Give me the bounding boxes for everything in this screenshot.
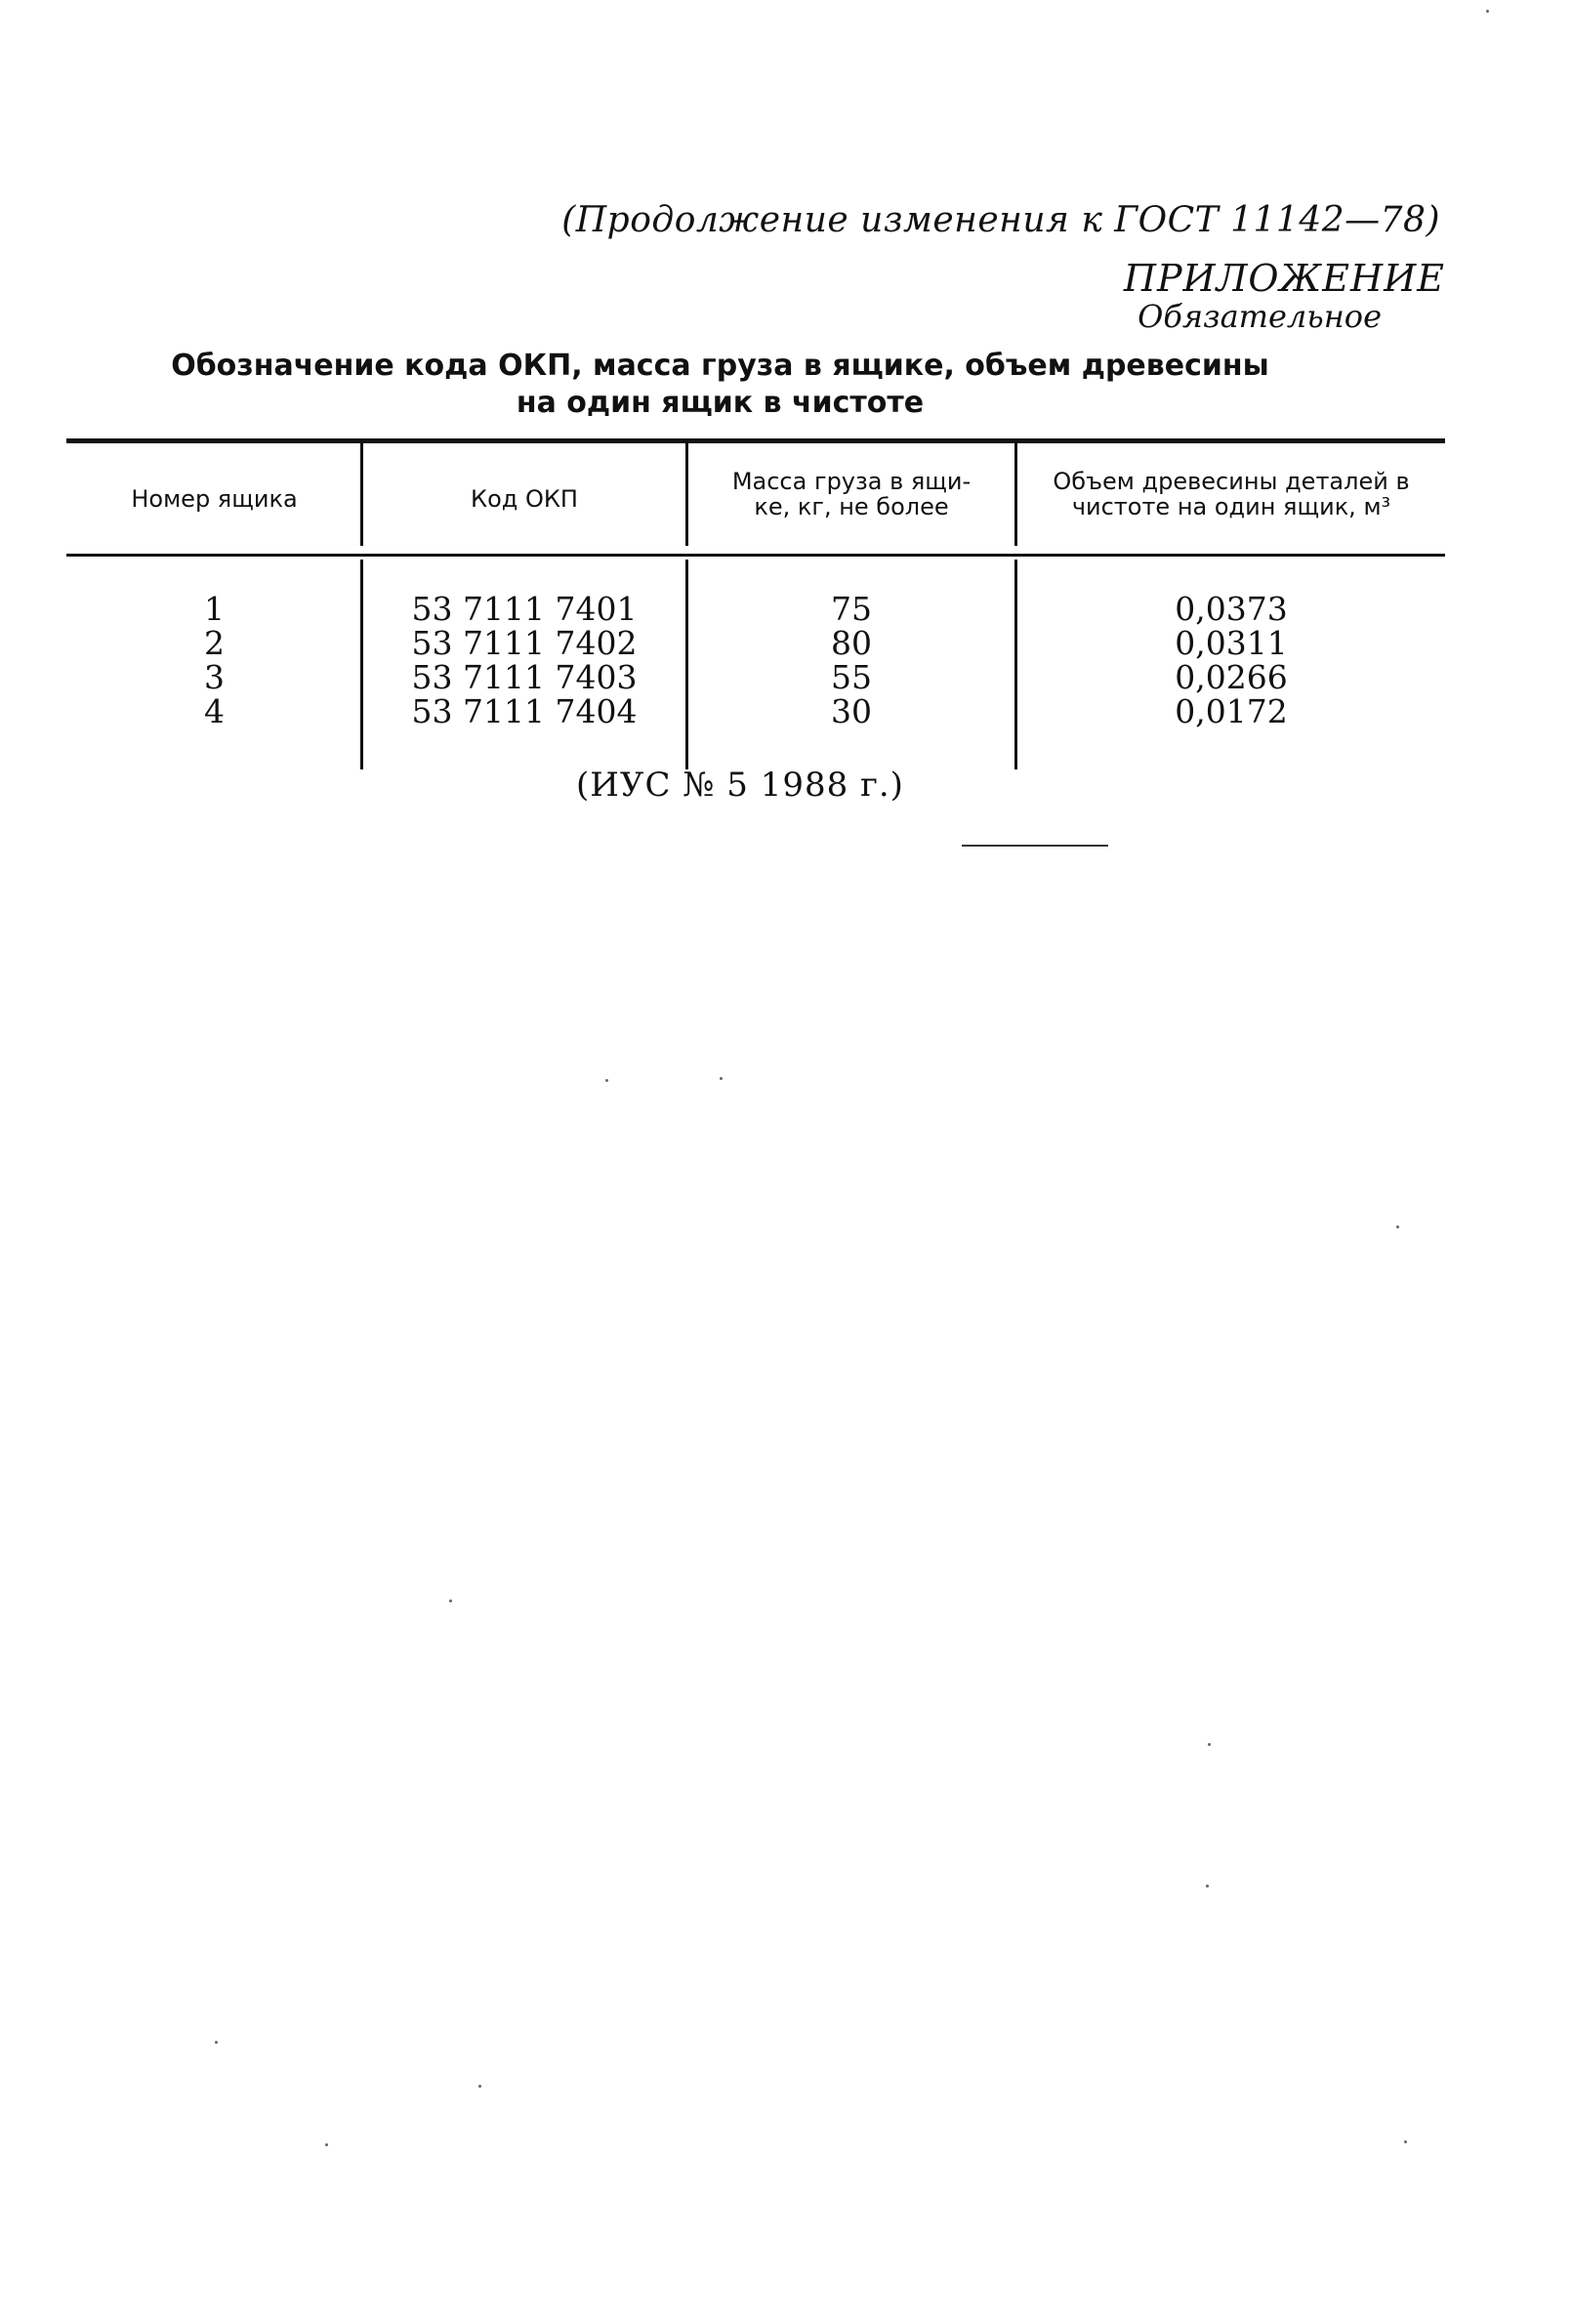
scan-speck [215, 2041, 218, 2044]
continuation-header: (Продолжение изменения к ГОСТ 11142—78) [561, 200, 1440, 240]
scan-speck [1396, 1225, 1399, 1228]
scan-speck [1208, 1743, 1211, 1746]
scan-speck [449, 1599, 452, 1602]
cell-number: 3 [204, 658, 225, 696]
table-title-line-2: на один ящик в чистоте [516, 386, 925, 420]
column-header-okp-code: Код ОКП [471, 485, 578, 513]
scan-speck [720, 1077, 723, 1080]
table-row [0, 694, 1572, 728]
cell-volume: 0,0172 [1175, 692, 1288, 730]
scan-speck [1206, 1885, 1209, 1888]
appendix-subtitle: Обязательное [1138, 298, 1382, 335]
column-header-volume-line-1: Объем древесины деталей в [1053, 468, 1410, 495]
column-header-mass [688, 469, 1014, 519]
cell-mass: 75 [831, 590, 872, 628]
scan-speck [325, 2143, 328, 2146]
scan-speck [1486, 10, 1489, 13]
scan-speck [478, 2085, 481, 2088]
cell-number: 4 [204, 692, 225, 730]
table-top-rule [66, 438, 1445, 443]
scan-speck [605, 1079, 608, 1082]
cell-okp-code: 53 7111 7403 [411, 658, 638, 696]
cell-number: 1 [204, 590, 225, 628]
table-title-line-1: Обозначение кода ОКП, масса груза в ящике, объем древесины [171, 349, 1269, 383]
cell-volume: 0,0373 [1175, 590, 1288, 628]
cell-mass: 55 [831, 658, 872, 696]
appendix-title: ПРИЛОЖЕНИЕ [1123, 257, 1445, 300]
table-row [0, 626, 1572, 660]
scan-speck [1404, 2140, 1407, 2143]
column-header-volume-line-2: чистоте на один ящик, м³ [1071, 493, 1391, 520]
column-header-mass-line-2: ке, кг, не более [754, 493, 949, 520]
end-rule [962, 845, 1108, 847]
column-header-number: Номер ящика [131, 485, 298, 513]
cell-mass: 30 [831, 692, 872, 730]
cell-okp-code: 53 7111 7402 [411, 624, 638, 662]
cell-okp-code: 53 7111 7404 [411, 692, 638, 730]
cell-okp-code: 53 7111 7401 [411, 590, 638, 628]
footer-note: (ИУС № 5 1988 г.) [576, 766, 904, 805]
cell-volume: 0,0311 [1175, 624, 1288, 662]
table-body [0, 592, 1572, 728]
table-row [0, 592, 1572, 626]
column-header-mass-line-1: Масса груза в ящи- [731, 468, 972, 495]
table-header-rule [66, 554, 1445, 557]
table-title [68, 348, 1372, 422]
column-header-volume [1017, 469, 1445, 519]
cell-number: 2 [204, 624, 225, 662]
cell-volume: 0,0266 [1175, 658, 1288, 696]
cell-mass: 80 [831, 624, 872, 662]
table-row [0, 660, 1572, 694]
